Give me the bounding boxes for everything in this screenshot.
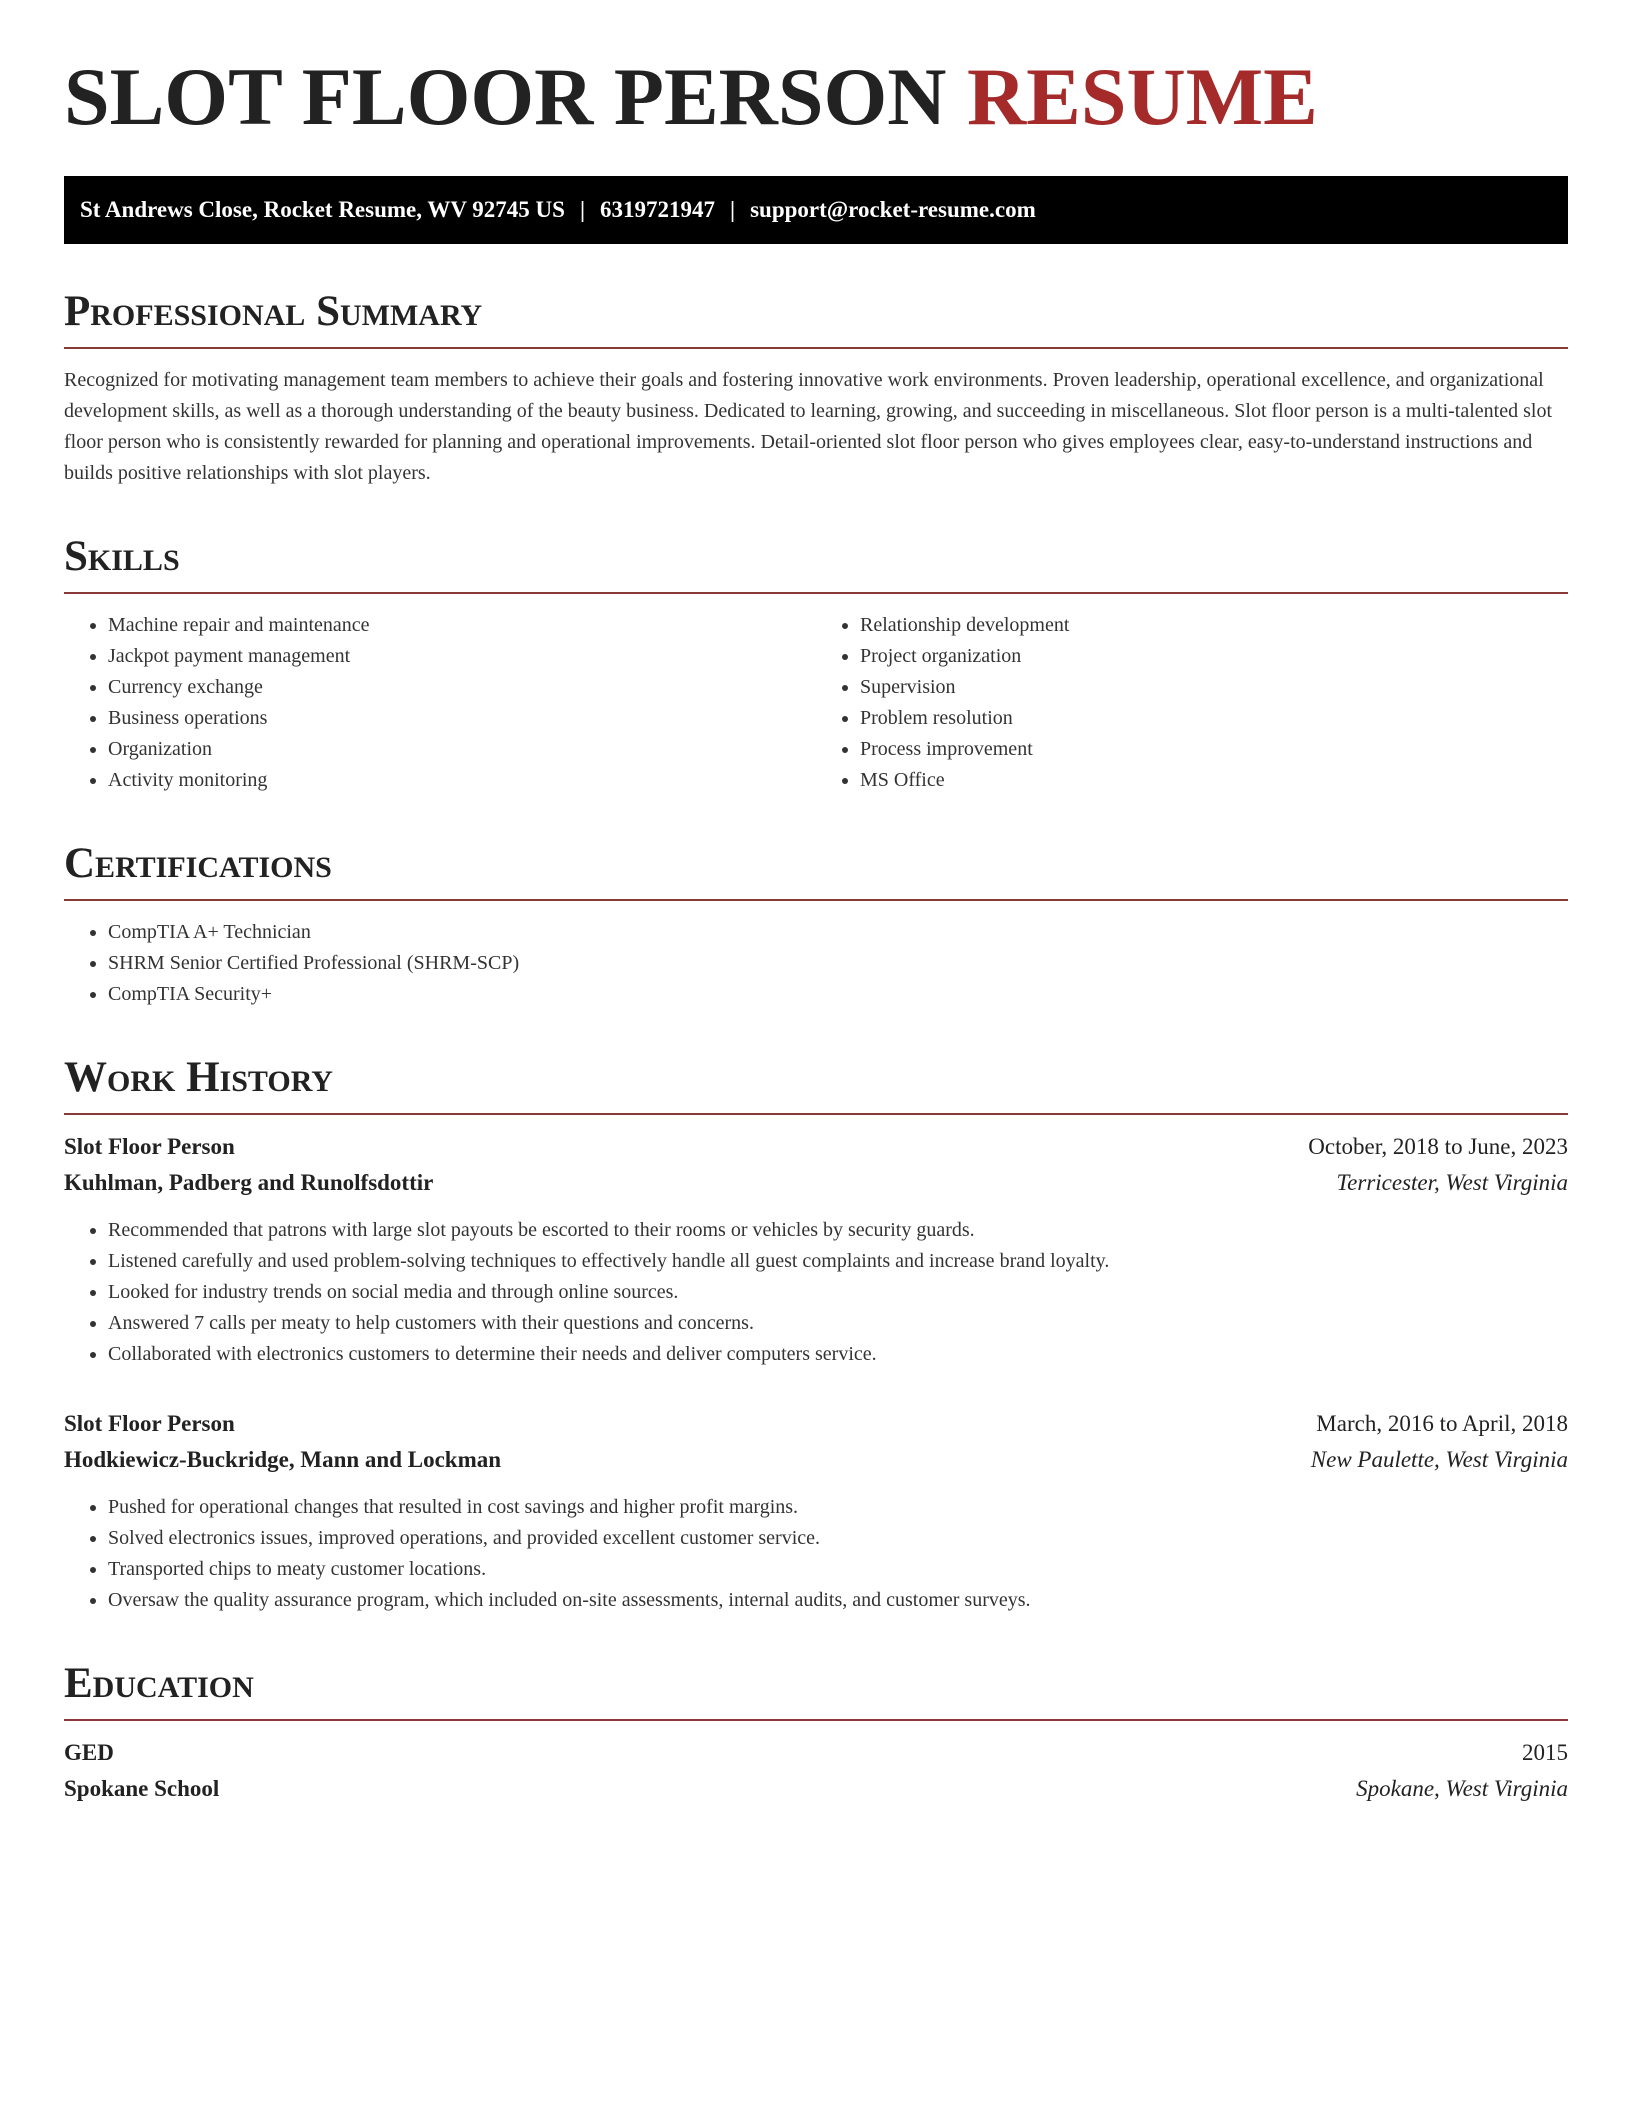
- job-title-row: [64, 1129, 1568, 1165]
- job-location: New Paulette, West Virginia: [1310, 1447, 1568, 1472]
- skill-item: • Process improvement: [860, 734, 1568, 765]
- job-title-row: [64, 1406, 1568, 1442]
- summary-heading: Professional Summary: [64, 290, 1568, 349]
- job-location: Terricester, West Virginia: [1336, 1170, 1568, 1195]
- skill-item: • Machine repair and maintenance: [108, 610, 816, 641]
- skill-item: • Problem resolution: [860, 703, 1568, 734]
- job-title: Slot Floor Person: [64, 1134, 235, 1159]
- job-entry: [64, 1129, 1568, 1370]
- job-dates: October, 2018 to June, 2023: [1308, 1134, 1568, 1159]
- job-company: Hodkiewicz-Buckridge, Mann and Lockman: [64, 1447, 502, 1472]
- skills-list-right: [816, 610, 1568, 796]
- job-bullet: • Pushed for operational changes that resulted in cost savings and higher profit margins.: [108, 1492, 1568, 1523]
- education-heading: Education: [64, 1662, 1568, 1721]
- job-company: Kuhlman, Padberg and Runolfsdottir: [64, 1170, 434, 1195]
- skill-item: • Business operations: [108, 703, 816, 734]
- job-bullets: [64, 1492, 1568, 1616]
- contact-bar: [64, 176, 1568, 244]
- job-bullet: • Collaborated with electronics customers to determine their needs and deliver computers service.: [108, 1339, 1568, 1370]
- work-history-heading: Work History: [64, 1056, 1568, 1115]
- job-company-row: [64, 1442, 1568, 1478]
- education-degree-row: [64, 1735, 1568, 1771]
- skill-item: • Organization: [108, 734, 816, 765]
- skill-item: • Currency exchange: [108, 672, 816, 703]
- skill-item: • Activity monitoring: [108, 765, 816, 796]
- education-location: Spokane, West Virginia: [1356, 1776, 1568, 1801]
- job-company-row: [64, 1165, 1568, 1201]
- certification-item: • SHRM Senior Certified Professional (SHRM-SCP): [108, 948, 1568, 979]
- job-bullet: • Transported chips to meaty customer locations.: [108, 1554, 1568, 1585]
- contact-separator: |: [730, 197, 736, 222]
- contact-address: St Andrews Close, Rocket Resume, WV 92745 US: [80, 197, 565, 222]
- job-bullet: • Answered 7 calls per meaty to help customers with their questions and concerns.: [108, 1308, 1568, 1339]
- education-school-row: [64, 1771, 1568, 1807]
- title-main: SLOT FLOOR PERSON: [64, 51, 947, 142]
- certifications-heading: Certifications: [64, 842, 1568, 901]
- skill-item: • MS Office: [860, 765, 1568, 796]
- job-title: Slot Floor Person: [64, 1411, 235, 1436]
- resume-title: [64, 51, 1568, 142]
- job-bullets: [64, 1215, 1568, 1370]
- certifications-list: [64, 917, 1568, 1010]
- contact-separator: |: [579, 197, 586, 222]
- skill-item: • Jackpot payment management: [108, 641, 816, 672]
- job-bullet: • Recommended that patrons with large slot payouts be escorted to their rooms or vehicles by security guards.: [108, 1215, 1568, 1246]
- job-bullet: • Oversaw the quality assurance program, which included on-site assessments, internal audits, and customer surveys.: [108, 1585, 1568, 1616]
- job-entry: [64, 1406, 1568, 1616]
- skill-item: • Project organization: [860, 641, 1568, 672]
- contact-email: support@rocket-resume.com: [750, 197, 1036, 222]
- education-degree: GED: [64, 1740, 114, 1765]
- education-year: 2015: [1522, 1740, 1568, 1765]
- skills-heading: Skills: [64, 535, 1568, 594]
- skills-list-left: [64, 610, 816, 796]
- job-bullet: • Solved electronics issues, improved operations, and provided excellent customer service.: [108, 1523, 1568, 1554]
- certification-item: • CompTIA Security+: [108, 979, 1568, 1010]
- skill-item: • Supervision: [860, 672, 1568, 703]
- summary-text: Recognized for motivating management team members to achieve their goals and fostering innovative work environments. Proven leadership, operational excellence, and organizational development skills, as well as a thorough understanding of the beauty business. Dedicated to learning, growing, and succeeding in miscellaneous. Slot floor person is a multi-talented slot floor person who is consistently rewarded for planning and operational improvements. Detail-oriented slot floor person who gives employees clear, easy-to-understand instructions and builds positive relationships with slot players.: [64, 369, 1553, 484]
- job-bullet: • Looked for industry trends on social media and through online sources.: [108, 1277, 1568, 1308]
- skills-grid: [64, 594, 1568, 796]
- title-accent: RESUME: [966, 51, 1318, 142]
- contact-phone: 6319721947: [600, 197, 716, 222]
- skill-item: • Relationship development: [860, 610, 1568, 641]
- education-school: Spokane School: [64, 1776, 220, 1801]
- job-bullet: • Listened carefully and used problem-solving techniques to effectively handle all guest complaints and increase brand loyalty.: [108, 1246, 1568, 1277]
- job-dates: March, 2016 to April, 2018: [1316, 1411, 1568, 1436]
- education-entry: [64, 1735, 1568, 1807]
- certification-item: • CompTIA A+ Technician: [108, 917, 1568, 948]
